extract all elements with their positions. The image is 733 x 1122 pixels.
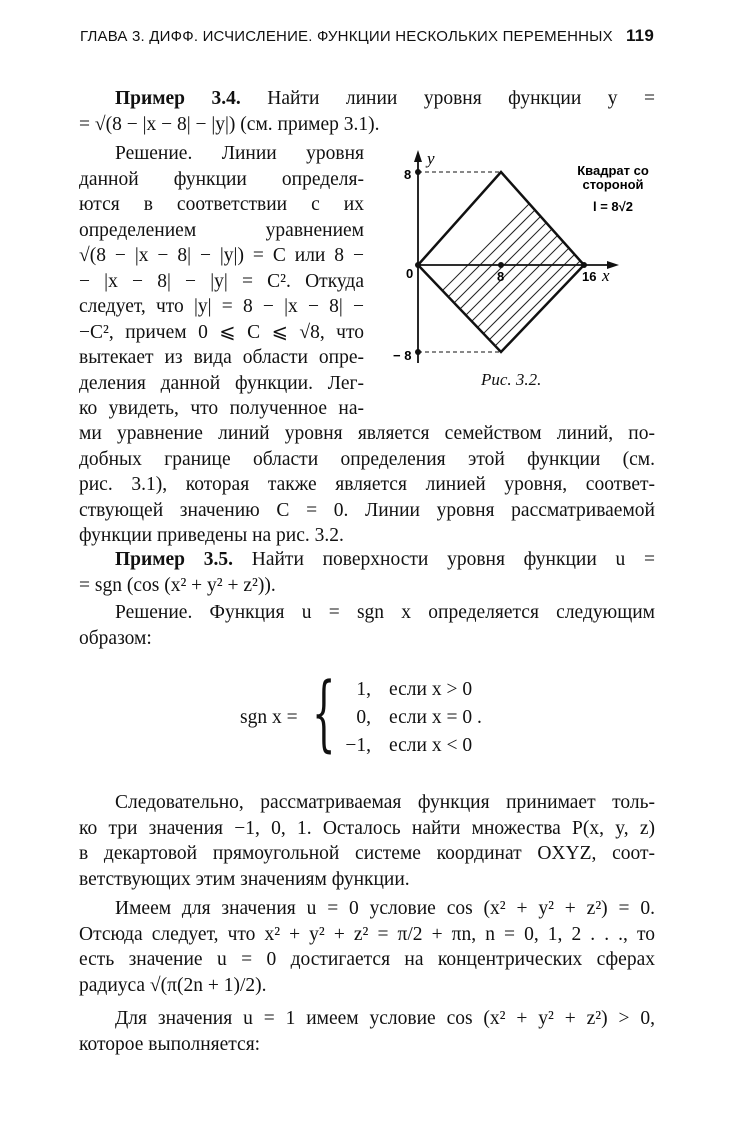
paragraph-line: радиуса √(π(2n + 1)/2). — [79, 974, 267, 996]
example-3-4-line1 — [79, 86, 655, 112]
formula-value: −1, — [345, 735, 371, 756]
formula-lhs: sgn x = — [240, 707, 298, 728]
solution-line: рис. 3.1), которая также является линией уровня, соответ- — [79, 474, 655, 495]
running-header — [80, 26, 654, 46]
solution-line: деления данной функции. Лег- — [79, 372, 364, 394]
tick-y-bottom: − 8 — [393, 348, 412, 363]
square-label-2: стороной — [582, 177, 644, 192]
tick-x-end: 16 — [582, 269, 597, 284]
example-3-5-line2: = sgn (cos (x² + y² + z²)). — [79, 574, 276, 596]
solution-line: данной функции определя- — [79, 168, 364, 190]
solution-line: − |x − 8| − |y| = C². Откуда — [79, 270, 364, 292]
formula-row — [335, 707, 482, 729]
solution-3-4-continuation — [79, 421, 655, 549]
solution-line: добных границе области определения этой функции (см. — [79, 448, 655, 470]
point-right — [581, 262, 587, 268]
solution-line: следует, что |y| = 8 − |x − 8| − — [79, 296, 364, 317]
solution-line: ются в соответствии с их — [79, 194, 364, 215]
example-3-5-statement: Найти поверхности уровня функции u = — [251, 549, 655, 570]
level-set-diagram — [385, 148, 675, 398]
example-3-5-title: Пример 3.5. — [115, 549, 234, 570]
solution-line: Решение. Линии уровня — [115, 143, 364, 164]
square-label-1: Квадрат со — [577, 163, 649, 178]
formula-value: 0, — [356, 707, 371, 728]
point-origin — [415, 262, 421, 268]
figure-3-2 — [385, 148, 675, 398]
paragraph-line: в декартовой прямоугольной системе координат OXYZ, соот- — [79, 843, 655, 864]
formula-condition: если x > 0 — [389, 679, 473, 700]
sgn-definition-formula — [240, 666, 540, 765]
figure-caption: Рис. 3.2. — [481, 370, 542, 389]
paragraph-line: Имеем для значения u = 0 условие cos (x² + y² + z²) = 0. — [115, 898, 655, 919]
paragraph-line: Отсюда следует, что x² + y² + z² = π/2 + πn, n = 0, 1, 2 . . ., то — [79, 923, 655, 945]
solution-line: определением уравнением — [79, 219, 364, 241]
example-3-4-line2: = √(8 − |x − 8| − |y|) (см. пример 3.1). — [79, 113, 380, 135]
paragraph-line: ветствующих этим значениям функции. — [79, 868, 410, 890]
paragraph-line: ко три значения −1, 0, 1. Осталось найти множества P(x, y, z) — [79, 817, 655, 839]
paragraph-u-one — [79, 1006, 655, 1057]
axis-label-y: y — [427, 149, 435, 168]
axis-label-x: x — [602, 266, 610, 285]
example-3-4 — [79, 86, 655, 137]
example-3-4-title: Пример 3.4. — [115, 88, 241, 109]
solution-line: ствующей значению C = 0. Линии уровня рассматриваемой — [79, 499, 655, 521]
point-top — [415, 169, 421, 175]
paragraph-line: которое выполняется: — [79, 1033, 261, 1055]
solution-line: образом: — [79, 627, 152, 649]
paragraph-values — [79, 790, 655, 892]
tick-origin: 0 — [406, 266, 414, 281]
solution-3-4-left-column — [79, 141, 364, 422]
paragraph-line: Следовательно, рассматриваемая функция принимает толь- — [115, 792, 655, 813]
solution-3-5 — [79, 600, 655, 651]
solution-line: вытекает из вида области опре- — [79, 347, 364, 368]
solution-line: −C², причем 0 ⩽ C ⩽ √8, что — [79, 321, 364, 343]
solution-line: ко увидеть, что полученное на- — [79, 398, 364, 419]
formula-condition: если x < 0 — [389, 735, 473, 756]
example-3-5-line1 — [79, 547, 655, 573]
point-mid — [498, 262, 504, 268]
formula-row — [335, 735, 472, 757]
point-bottom — [415, 349, 421, 355]
formula-row — [335, 679, 472, 701]
square-label-3: l = 8√2 — [592, 199, 634, 214]
y-axis-arrow — [414, 150, 422, 162]
paragraph-line: Для значения u = 1 имеем условие cos (x² + y² + z²) > 0, — [115, 1008, 655, 1029]
tick-x-mid: 8 — [497, 269, 505, 284]
paragraph-u-zero — [79, 896, 655, 998]
solution-line: ми уравнение линий уровня является семейством линий, по- — [79, 423, 655, 444]
solution-line: √(8 − |x − 8| − |y|) = C или 8 − — [79, 245, 364, 266]
solution-line: Решение. Функция u = sgn x определяется следующим — [115, 602, 655, 623]
paragraph-line: есть значение u = 0 достигается на концентрических сферах — [79, 949, 655, 970]
formula-value: 1, — [356, 679, 371, 700]
page-number: 119 — [625, 26, 654, 45]
example-3-4-statement: Найти линии уровня функции y = — [267, 88, 655, 109]
solution-line: функции приведены на рис. 3.2. — [79, 525, 344, 546]
example-3-5 — [79, 547, 655, 598]
formula-condition: если x = 0 . — [389, 707, 482, 728]
tick-y-top: 8 — [404, 167, 412, 182]
running-title: ГЛАВА 3. ДИФФ. ИСЧИСЛЕНИЕ. ФУНКЦИИ НЕСКОЛЬКИХ ПЕРЕМЕННЫХ — [80, 28, 613, 45]
left-brace: { — [312, 666, 336, 761]
